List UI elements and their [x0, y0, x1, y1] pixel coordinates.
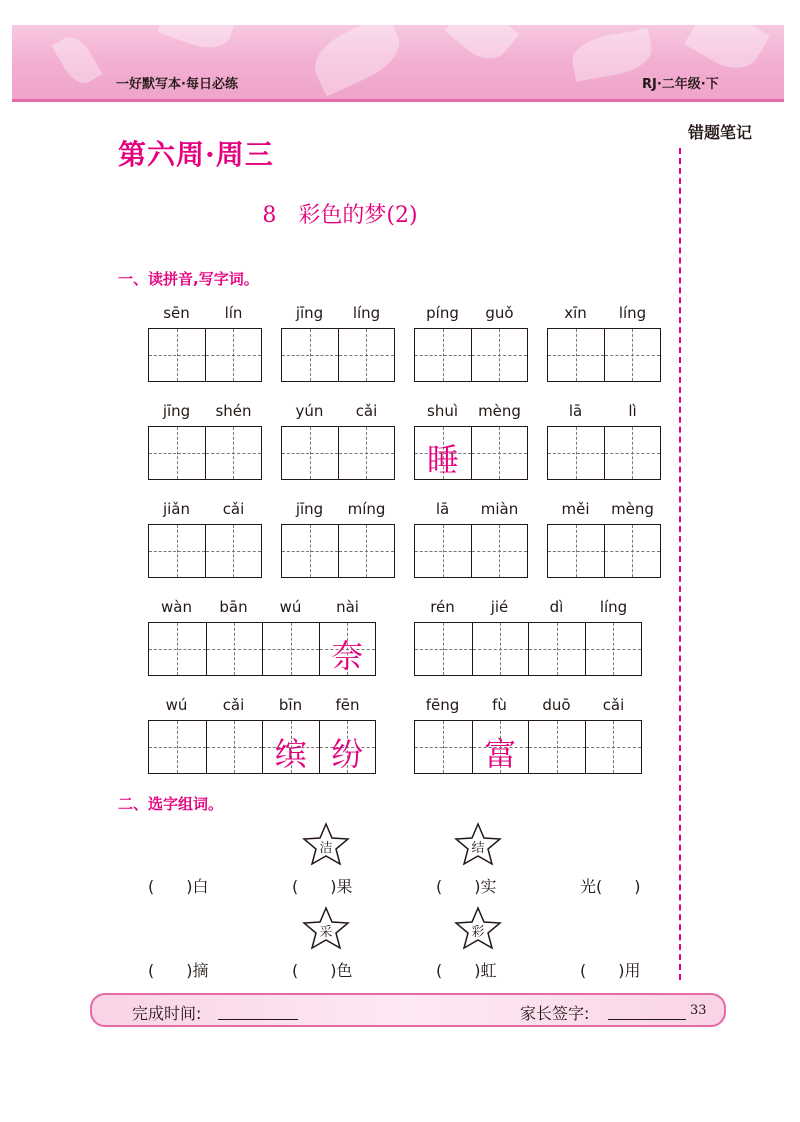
pinyin-syllable: fēng: [425, 696, 460, 714]
pinyin-syllable: guǒ: [485, 304, 514, 322]
week-title: 第六周·周三: [118, 138, 274, 171]
pinyin-row: [547, 304, 661, 326]
writing-grid: [281, 524, 395, 578]
written-character: 富: [484, 735, 517, 773]
writing-cell[interactable]: [472, 623, 529, 675]
pinyin-row: [414, 402, 528, 424]
pinyin-row: [281, 402, 395, 424]
writing-grid: [148, 328, 262, 382]
pinyin-row: [414, 598, 642, 620]
writing-cell[interactable]: [149, 623, 206, 675]
pinyin-row: [148, 598, 376, 620]
pinyin-syllable: dì: [549, 598, 564, 616]
blank-word[interactable]: ( )摘: [148, 961, 209, 980]
header-banner: [12, 25, 784, 102]
pinyin-word-group: [547, 500, 661, 580]
pinyin-syllable: jiǎn: [162, 500, 191, 518]
pinyin-syllable: jīng: [295, 304, 324, 322]
writing-grid: [414, 524, 528, 578]
pinyin-row: [414, 304, 528, 326]
written-character: 纷: [331, 735, 364, 773]
pinyin-row: [281, 304, 395, 326]
completion-time-line[interactable]: [218, 1019, 298, 1020]
pinyin-row: [547, 402, 661, 424]
writing-grid: [414, 622, 642, 676]
writing-cell[interactable]: [282, 329, 338, 381]
blank-word[interactable]: ( )虹: [436, 961, 497, 980]
writing-grid: [148, 720, 376, 774]
pinyin-syllable: nài: [336, 598, 359, 616]
writing-cell[interactable]: [338, 427, 394, 479]
pinyin-syllable: rén: [430, 598, 455, 616]
pinyin-word-group: [281, 304, 395, 384]
error-notes-title: 错题笔记: [688, 123, 753, 142]
writing-cell[interactable]: [206, 721, 263, 773]
pinyin-syllable: měi: [561, 500, 590, 518]
writing-grid: [281, 426, 395, 480]
writing-cell[interactable]: [528, 623, 585, 675]
writing-cell[interactable]: [604, 525, 660, 577]
pinyin-word-group: [281, 500, 395, 580]
pinyin-syllable: cǎi: [602, 696, 625, 714]
writing-cell[interactable]: [282, 525, 338, 577]
writing-cell[interactable]: [415, 427, 471, 479]
parent-signature-line[interactable]: [608, 1019, 686, 1020]
pinyin-syllable: cǎi: [355, 402, 378, 420]
written-character: 奈: [331, 637, 364, 675]
star-char: 彩: [471, 925, 485, 940]
pinyin-syllable: xīn: [564, 304, 587, 322]
writing-cell[interactable]: [548, 525, 604, 577]
pinyin-word-group: [414, 598, 642, 678]
footer-bar: [90, 993, 726, 1027]
pinyin-row: [148, 696, 376, 718]
pinyin-syllable: yún: [295, 402, 324, 420]
writing-cell[interactable]: [471, 427, 527, 479]
writing-grid: [414, 426, 528, 480]
blank-word[interactable]: ( )白: [148, 877, 209, 896]
pinyin-syllable: lín: [224, 304, 243, 322]
pinyin-word-group: [547, 304, 661, 384]
pinyin-syllable: mèng: [611, 500, 654, 518]
header-rule: [12, 99, 784, 102]
blank-word[interactable]: 光( ): [580, 877, 641, 896]
pinyin-word-group: [281, 402, 395, 482]
pinyin-syllable: cǎi: [222, 696, 245, 714]
pinyin-word-group: [547, 402, 661, 482]
writing-cell[interactable]: [262, 721, 319, 773]
pinyin-word-group: [148, 402, 262, 482]
writing-cell[interactable]: [319, 623, 376, 675]
writing-cell[interactable]: [415, 721, 472, 773]
lesson-title: 8 彩色的梦(2): [262, 203, 418, 228]
writing-cell[interactable]: [338, 525, 394, 577]
writing-cell[interactable]: [319, 721, 376, 773]
writing-cell[interactable]: [528, 721, 585, 773]
pinyin-syllable: píng: [426, 304, 459, 322]
pinyin-word-group: [414, 402, 528, 482]
pinyin-syllable: shén: [215, 402, 252, 420]
writing-cell[interactable]: [604, 329, 660, 381]
written-character: 睡: [426, 441, 459, 479]
pinyin-syllable: bān: [219, 598, 248, 616]
blank-word[interactable]: ( )果: [292, 877, 353, 896]
pinyin-word-group: [148, 598, 376, 678]
pinyin-syllable: míng: [347, 500, 386, 518]
pinyin-syllable: wú: [165, 696, 188, 714]
writing-cell[interactable]: [585, 623, 642, 675]
pinyin-row: [148, 304, 262, 326]
star-option: [302, 822, 350, 866]
pinyin-syllable: wàn: [161, 598, 192, 616]
pinyin-syllable: fù: [492, 696, 507, 714]
writing-grid: [148, 622, 376, 676]
pinyin-row: [281, 500, 395, 522]
writing-cell[interactable]: [205, 525, 261, 577]
writing-cell[interactable]: [206, 623, 263, 675]
pinyin-syllable: lā: [568, 402, 583, 420]
header-right-text: RJ·二年级·下: [642, 77, 719, 92]
pinyin-syllable: cǎi: [222, 500, 245, 518]
writing-grid: [414, 328, 528, 382]
pinyin-row: [414, 696, 642, 718]
writing-cell[interactable]: [415, 525, 471, 577]
writing-grid: [547, 524, 661, 578]
star-option: [302, 906, 350, 950]
pinyin-syllable: shuì: [427, 402, 458, 420]
writing-cell[interactable]: [548, 329, 604, 381]
blank-word[interactable]: ( )色: [292, 961, 353, 980]
pinyin-row: [547, 500, 661, 522]
header-left-text: 一好默写本·每日必练: [116, 77, 238, 92]
writing-cell[interactable]: [282, 427, 338, 479]
pinyin-word-group: [148, 500, 262, 580]
writing-cell[interactable]: [415, 623, 472, 675]
blank-word[interactable]: ( )用: [580, 961, 641, 980]
writing-cell[interactable]: [205, 329, 261, 381]
writing-grid: [281, 328, 395, 382]
writing-cell[interactable]: [472, 721, 529, 773]
completion-time-label: 完成时间:: [132, 1004, 202, 1023]
writing-cell[interactable]: [149, 525, 205, 577]
pinyin-word-group: [148, 304, 262, 384]
pinyin-syllable: wú: [279, 598, 302, 616]
pinyin-syllable: jīng: [162, 402, 191, 420]
pinyin-syllable: bīn: [278, 696, 303, 714]
writing-cell[interactable]: [585, 721, 642, 773]
pinyin-word-group: [414, 304, 528, 384]
pinyin-syllable: líng: [352, 304, 381, 322]
writing-grid: [547, 426, 661, 480]
writing-cell[interactable]: [471, 525, 527, 577]
writing-grid: [547, 328, 661, 382]
pinyin-word-group: [414, 500, 528, 580]
star-option: [454, 822, 502, 866]
writing-cell[interactable]: [604, 427, 660, 479]
writing-cell[interactable]: [149, 427, 205, 479]
page-number: 33: [690, 1003, 707, 1018]
writing-cell[interactable]: [205, 427, 261, 479]
written-character: 缤: [274, 735, 307, 773]
pinyin-syllable: lì: [628, 402, 637, 420]
pinyin-word-group: [148, 696, 376, 776]
pinyin-syllable: jīng: [295, 500, 324, 518]
writing-cell[interactable]: [262, 623, 319, 675]
star-char: 洁: [319, 841, 333, 856]
writing-cell[interactable]: [548, 427, 604, 479]
writing-cell[interactable]: [338, 329, 394, 381]
writing-grid: [414, 720, 642, 774]
pinyin-syllable: duō: [542, 696, 571, 714]
notes-divider: [679, 148, 681, 980]
pinyin-syllable: jié: [490, 598, 509, 616]
writing-grid: [148, 524, 262, 578]
pinyin-row: [414, 500, 528, 522]
star-char: 结: [471, 841, 485, 856]
pinyin-word-group: [414, 696, 642, 776]
star-char: 采: [319, 925, 333, 940]
writing-grid: [148, 426, 262, 480]
pinyin-row: [148, 402, 262, 424]
section2-title: 二、选字组词。: [118, 795, 224, 813]
blank-word[interactable]: ( )实: [436, 877, 497, 896]
pinyin-syllable: lā: [435, 500, 450, 518]
writing-cell[interactable]: [149, 329, 205, 381]
pinyin-row: [148, 500, 262, 522]
pinyin-syllable: sēn: [163, 304, 190, 322]
pinyin-syllable: líng: [618, 304, 647, 322]
pinyin-syllable: fēn: [335, 696, 360, 714]
section1-title: 一、读拼音,写字词。: [118, 270, 259, 288]
writing-cell[interactable]: [471, 329, 527, 381]
writing-cell[interactable]: [415, 329, 471, 381]
star-option: [454, 906, 502, 950]
parent-signature-label: 家长签字:: [520, 1004, 590, 1023]
writing-cell[interactable]: [149, 721, 206, 773]
pinyin-syllable: miàn: [480, 500, 519, 518]
pinyin-syllable: mèng: [478, 402, 521, 420]
pinyin-syllable: líng: [599, 598, 628, 616]
